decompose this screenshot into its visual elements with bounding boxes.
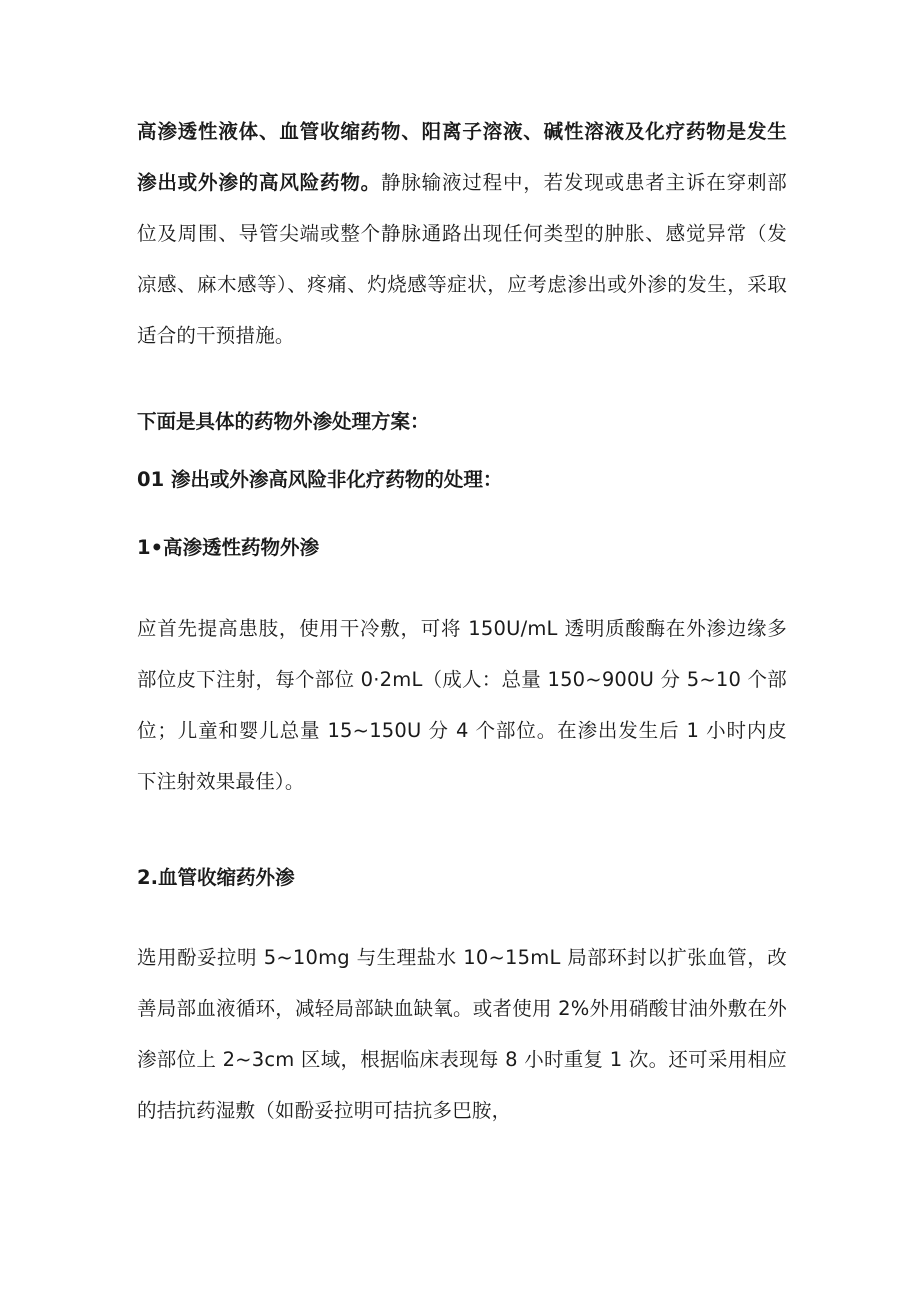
intro-body: 静脉输液过程中，若发现或患者主诉在穿刺部位及周围、导管尖端或整个静脉通路出现任何类型的肿胀、感觉异常（发凉感、麻木感等）、疼痛、灼烧感等症状，应考虑渗出或外渗的发生，采取适合的干预措施。 <box>137 171 787 347</box>
section-01-heading: 01 渗出或外渗高风险非化疗药物的处理： <box>137 468 503 491</box>
plan-heading: 下面是具体的药物外渗处理方案： <box>137 410 430 433</box>
item-2-paragraph: 选用酚妥拉明 5~10mg 与生理盐水 10~15mL 局部环封以扩张血管，改善局部血液循环，减轻局部缺血缺氧。或者使用 2%外用硝酸甘油外敷在外渗部位上 2~3cm 区域，根据临床表现每 8 小时重复 1 次。还可采用相应的拮抗药湿敷（如酚妥拉明可拮抗多巴胺， <box>137 946 787 1122</box>
item-1-heading: 1•高渗透性药物外渗 <box>137 536 320 559</box>
intro-paragraph <box>137 106 787 361</box>
intro-bold-lead: 高渗透性液体、血管收缩药物、阳离子溶液、碱性溶液及化疗药物是发生渗出或外渗的高风险药物。 <box>137 120 787 194</box>
item-2-heading: 2.血管收缩药外渗 <box>137 866 295 889</box>
item-1-paragraph: 应首先提高患肢，使用干冷敷，可将 150U/mL 透明质酸酶在外渗边缘多部位皮下注射，每个部位 0·2mL（成人：总量 150~900U 分 5~10 个部位；儿童和婴儿总量 15~150U 分 4 个部位。在渗出发生后 1 小时内皮下注射效果最佳）。 <box>137 617 787 793</box>
